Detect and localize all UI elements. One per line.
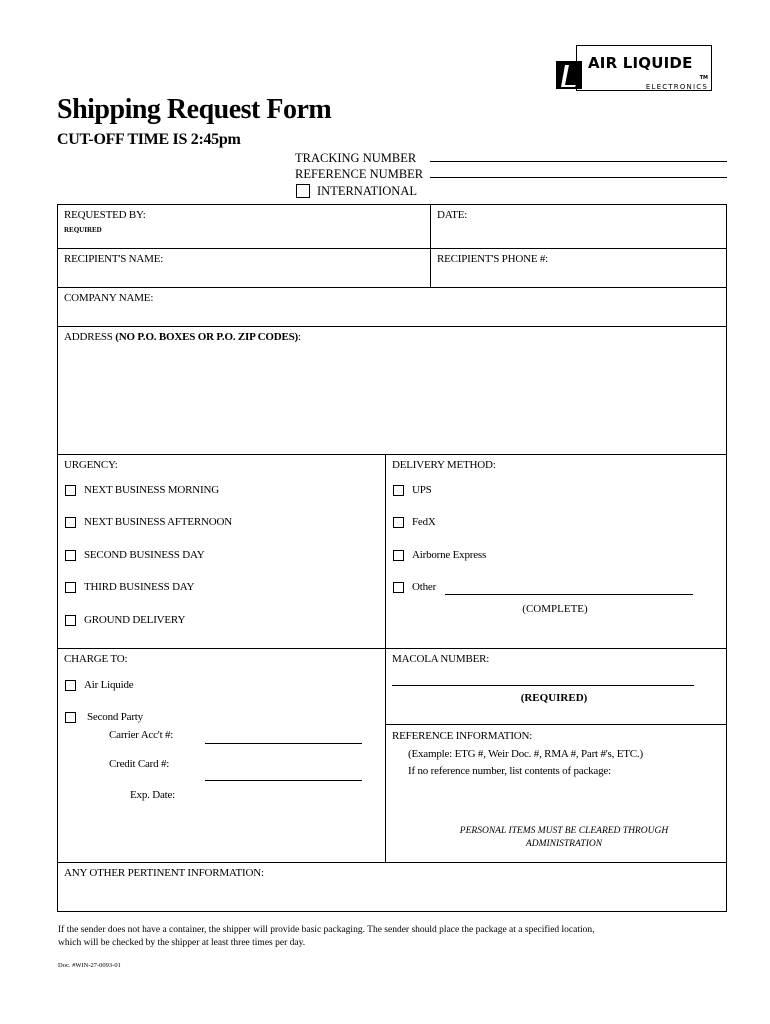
reference-number-label: REFERENCE NUMBER — [295, 167, 424, 181]
logo-subtitle: ELECTRONICS — [645, 83, 708, 91]
macola-number-field[interactable] — [392, 685, 694, 686]
address-colon: : — [297, 331, 301, 343]
urgency-checkbox-second-day[interactable] — [65, 550, 76, 561]
recipient-phone-label: RECIPIENT'S PHONE #: — [437, 253, 549, 265]
air-liquide-mark-icon — [556, 61, 582, 89]
footer-note — [58, 924, 708, 950]
complete-note: (COMPLETE) — [522, 603, 588, 615]
reference-info-no-ref: If no reference number, list contents of package: — [408, 765, 611, 777]
international-label: INTERNATIONAL — [317, 184, 417, 198]
delivery-checkbox-airborne[interactable] — [393, 550, 404, 561]
divider — [57, 287, 727, 288]
cutoff-time: CUT-OFF TIME IS 2:45pm — [57, 131, 241, 148]
urgency-label: URGENCY: — [64, 459, 118, 471]
urgency-option-ground: GROUND DELIVERY — [84, 614, 186, 626]
charge-checkbox-second-party[interactable] — [65, 712, 76, 723]
divider — [57, 454, 727, 455]
charge-option-second-party: Second Party — [87, 711, 143, 723]
logo-tm: TM — [699, 75, 708, 81]
footer-line-2: which will be checked by the shipper at least three times per day. — [58, 938, 306, 948]
tracking-number-field[interactable] — [430, 161, 727, 162]
carrier-account-field[interactable] — [205, 743, 362, 744]
address-label — [64, 331, 301, 343]
personal-items-note — [400, 825, 728, 851]
divider — [57, 648, 727, 649]
address-label-text: ADDRESS — [64, 331, 116, 343]
footer-line-1: If the sender does not have a container, the shipper will provide basic packaging. The sender should place the package at a specified location, — [58, 925, 595, 935]
urgency-option-next-morning: NEXT BUSINESS MORNING — [84, 484, 219, 496]
recipient-name-label: RECIPIENT'S NAME: — [64, 253, 164, 265]
charge-to-label: CHARGE TO: — [64, 653, 128, 665]
divider — [57, 248, 727, 249]
credit-card-label: Credit Card #: — [109, 758, 170, 770]
divider — [385, 454, 386, 862]
delivery-option-fedx: FedX — [412, 516, 436, 528]
form-title: Shipping Request Form — [57, 94, 332, 125]
divider — [57, 326, 727, 327]
urgency-checkbox-next-afternoon[interactable] — [65, 517, 76, 528]
divider — [57, 862, 727, 863]
urgency-checkbox-ground[interactable] — [65, 615, 76, 626]
other-info-label: ANY OTHER PERTINENT INFORMATION: — [64, 867, 264, 879]
urgency-option-second-day: SECOND BUSINESS DAY — [84, 549, 205, 561]
macola-required-note: (REQUIRED) — [520, 692, 588, 704]
reference-info-label: REFERENCE INFORMATION: — [392, 730, 533, 742]
required-note: REQUIRED — [64, 226, 102, 234]
urgency-checkbox-next-morning[interactable] — [65, 485, 76, 496]
personal-items-line-1: PERSONAL ITEMS MUST BE CLEARED THROUGH — [459, 826, 669, 836]
date-label: DATE: — [437, 209, 468, 221]
charge-option-air-liquide: Air Liquide — [84, 679, 134, 691]
company-logo — [556, 45, 712, 93]
exp-date-label: Exp. Date: — [130, 789, 176, 801]
document-number: Doc. #WIN-27-0093-01 — [58, 962, 121, 969]
urgency-option-third-day: THIRD BUSINESS DAY — [84, 581, 195, 593]
delivery-method-label: DELIVERY METHOD: — [392, 459, 496, 471]
urgency-checkbox-third-day[interactable] — [65, 582, 76, 593]
requested-by-label: REQUESTED BY: — [64, 209, 146, 221]
reference-info-example: (Example: ETG #, Weir Doc. #, RMA #, Part #'s, ETC.) — [408, 748, 643, 760]
divider — [385, 724, 727, 725]
delivery-other-field[interactable] — [445, 594, 693, 595]
address-note: (NO P.O. BOXES OR P.O. ZIP CODES) — [115, 331, 298, 343]
delivery-checkbox-fedx[interactable] — [393, 517, 404, 528]
international-checkbox[interactable] — [296, 184, 310, 198]
charge-checkbox-air-liquide[interactable] — [65, 680, 76, 691]
personal-items-line-2: ADMINISTRATION — [525, 839, 603, 849]
tracking-number-label: TRACKING NUMBER — [295, 151, 417, 165]
delivery-checkbox-other[interactable] — [393, 582, 404, 593]
reference-number-field[interactable] — [430, 177, 727, 178]
company-name-label: COMPANY NAME: — [64, 292, 154, 304]
credit-card-field[interactable] — [205, 780, 362, 781]
delivery-checkbox-ups[interactable] — [393, 485, 404, 496]
urgency-option-next-afternoon: NEXT BUSINESS AFTERNOON — [84, 516, 232, 528]
macola-number-label: MACOLA NUMBER: — [392, 653, 490, 665]
carrier-account-label: Carrier Acc't #: — [109, 729, 174, 741]
delivery-option-other: Other — [412, 581, 437, 593]
delivery-option-ups: UPS — [412, 484, 432, 496]
delivery-option-airborne: Airborne Express — [412, 549, 487, 561]
divider — [430, 204, 431, 287]
logo-name: AIR LIQUIDE — [588, 54, 693, 72]
